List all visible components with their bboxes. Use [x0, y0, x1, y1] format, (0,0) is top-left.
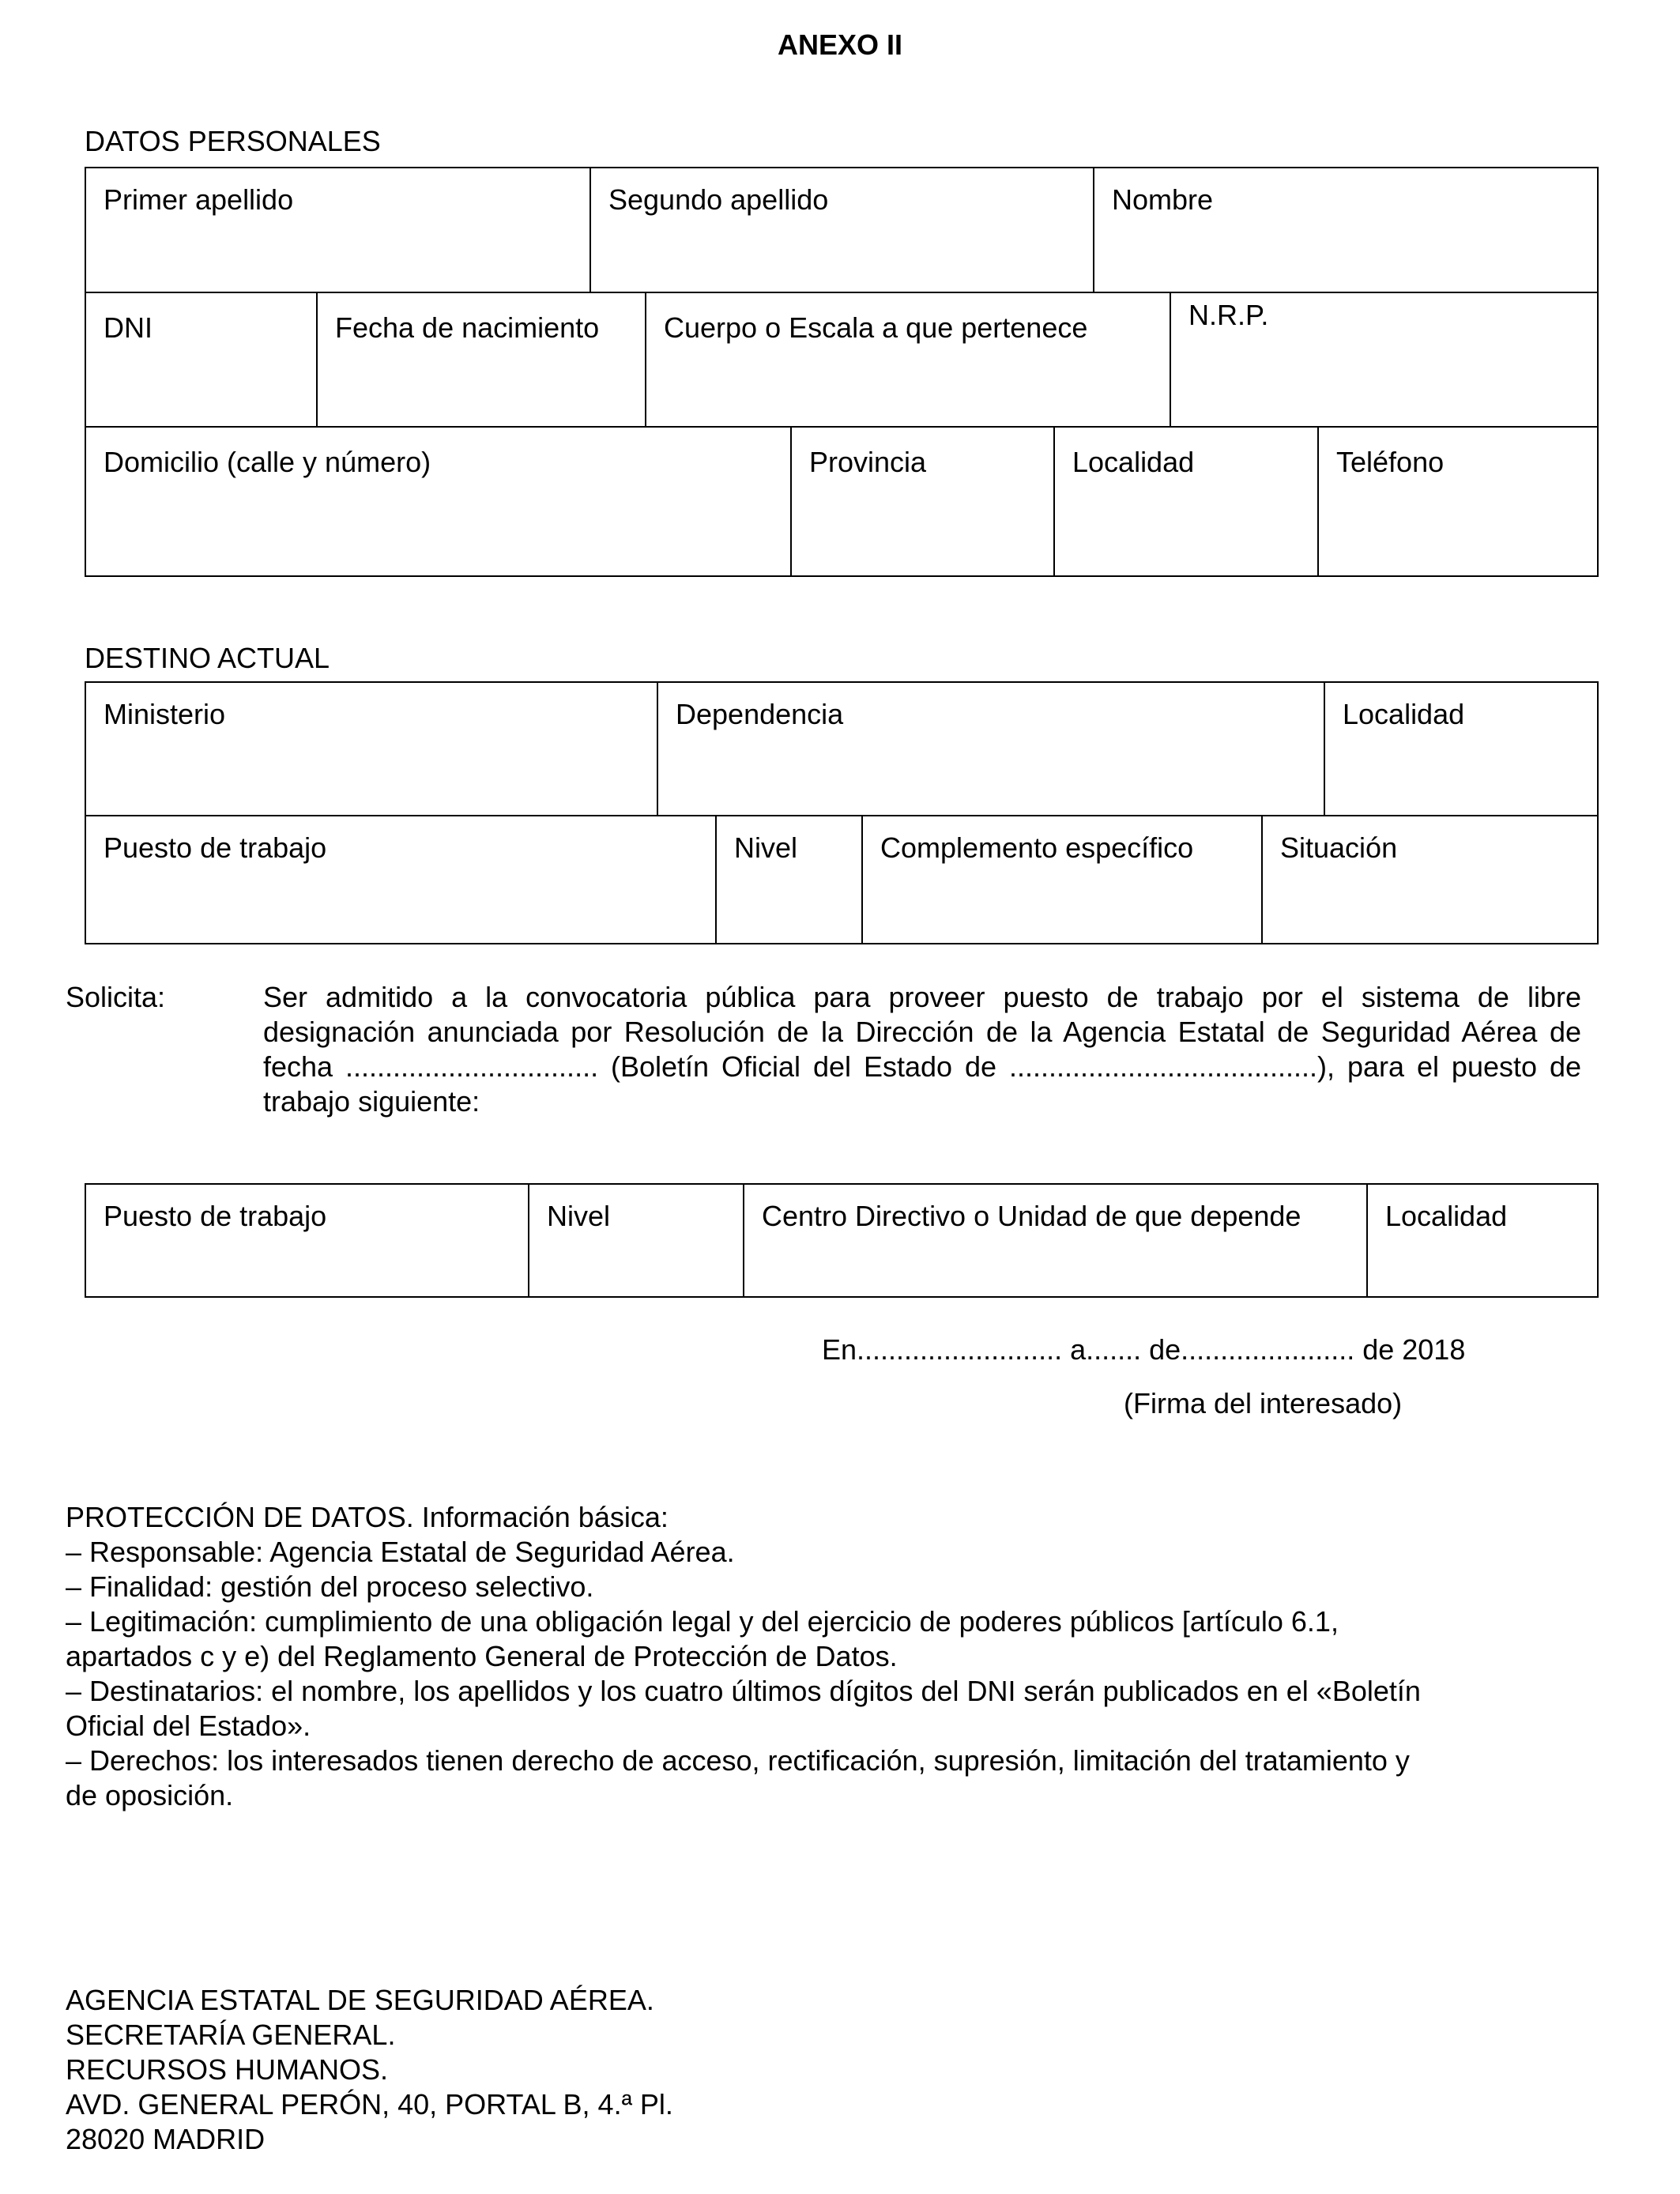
field-situacion[interactable]: Situación [1261, 815, 1599, 944]
proteccion-datos-line: de oposición. [66, 1779, 234, 1811]
field-centro-directivo[interactable]: Centro Directivo o Unidad de que depende [743, 1183, 1368, 1298]
field-dni[interactable]: DNI [85, 292, 318, 428]
section-heading-destino-actual: DESTINO ACTUAL [85, 642, 330, 674]
field-nrp[interactable]: N.R.P. [1170, 292, 1599, 428]
proteccion-datos [66, 1500, 1567, 1813]
field-primer-apellido[interactable]: Primer apellido [85, 167, 591, 293]
field-cuerpo-escala[interactable]: Cuerpo o Escala a que pertenece [645, 292, 1171, 428]
direccion-bloque [66, 1983, 673, 2157]
proteccion-datos-line: – Legitimación: cumplimiento de una obligación legal y del ejercicio de poderes públicos [artículo 6.1, [66, 1605, 1339, 1638]
field-fecha-nacimiento[interactable]: Fecha de nacimiento [316, 292, 646, 428]
fecha-linea: En.......................... a....... de...................... de 2018 [822, 1333, 1466, 1366]
field-nivel-solicitado[interactable]: Nivel [528, 1183, 744, 1298]
field-ministerio[interactable]: Ministerio [85, 681, 658, 816]
proteccion-datos-line: Oficial del Estado». [66, 1710, 311, 1742]
direccion-line: AGENCIA ESTATAL DE SEGURIDAD AÉREA. [66, 1984, 654, 2016]
solicita-text: Ser admitido a la convocatoria pública para proveer puesto de trabajo por el sistema de libre designación anunciada por Resolución de la Dirección de la Agencia Estatal de Seguridad Aérea de fecha ................................ (Boletín Oficial del Estado de .......................................), para el puesto de trabajo siguiente: [263, 981, 1581, 1118]
proteccion-datos-line: – Derechos: los interesados tienen derecho de acceso, rectificación, supresión, limitación del tratamiento y [66, 1744, 1410, 1777]
direccion-line: RECURSOS HUMANOS. [66, 2053, 389, 2086]
field-telefono[interactable]: Teléfono [1317, 426, 1599, 577]
proteccion-datos-line: apartados c y e) del Reglamento General de Protección de Datos. [66, 1640, 898, 1672]
section-heading-datos-personales: DATOS PERSONALES [85, 125, 381, 157]
field-puesto-trabajo-actual[interactable]: Puesto de trabajo [85, 815, 717, 944]
field-complemento-especifico[interactable]: Complemento específico [861, 815, 1263, 944]
field-localidad-destino[interactable]: Localidad [1324, 681, 1599, 816]
field-puesto-trabajo-solicitado[interactable]: Puesto de trabajo [85, 1183, 529, 1298]
direccion-line: AVD. GENERAL PERÓN, 40, PORTAL B, 4.ª Pl. [66, 2088, 673, 2120]
proteccion-datos-line: – Finalidad: gestión del proceso selectivo. [66, 1570, 594, 1603]
field-segundo-apellido[interactable]: Segundo apellido [590, 167, 1094, 293]
field-localidad[interactable]: Localidad [1053, 426, 1319, 577]
proteccion-datos-line: – Responsable: Agencia Estatal de Seguridad Aérea. [66, 1536, 735, 1568]
solicita-label: Solicita: [66, 981, 166, 1013]
firma-interesado: (Firma del interesado) [1124, 1387, 1403, 1419]
field-localidad-solicitada[interactable]: Localidad [1366, 1183, 1599, 1298]
proteccion-datos-heading: PROTECCIÓN DE DATOS. Información básica: [66, 1501, 669, 1533]
field-provincia[interactable]: Provincia [790, 426, 1055, 577]
field-domicilio[interactable]: Domicilio (calle y número) [85, 426, 792, 577]
direccion-line: 28020 MADRID [66, 2123, 266, 2155]
direccion-line: SECRETARÍA GENERAL. [66, 2019, 396, 2051]
field-dependencia[interactable]: Dependencia [657, 681, 1325, 816]
field-nivel-actual[interactable]: Nivel [715, 815, 863, 944]
field-nombre[interactable]: Nombre [1093, 167, 1599, 293]
proteccion-datos-line: – Destinatarios: el nombre, los apellidos y los cuatro últimos dígitos del DNI serán publicados en el «Boletín [66, 1675, 1421, 1707]
page-title: ANEXO II [777, 28, 903, 61]
